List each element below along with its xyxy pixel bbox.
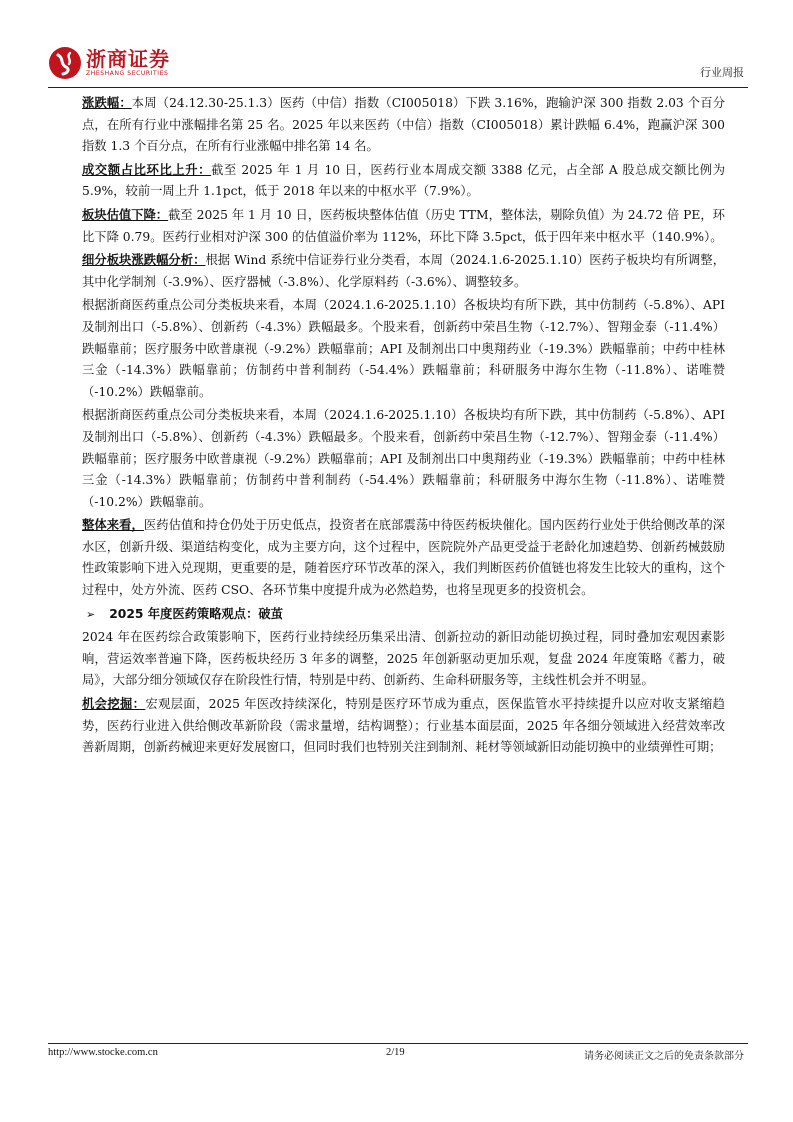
keyword-label: 机会挖掘：: [82, 697, 146, 712]
footer-divider: [48, 1043, 748, 1044]
arrow-bullet-icon: ➢: [86, 607, 96, 621]
keyword-label: 整体来看，: [82, 518, 144, 533]
subheading-text: 2025 年度医药策略观点：破茧: [109, 606, 283, 621]
paragraph-strategy: 2024 年在医药综合政策影响下，医药行业持续经历集采出清、创新拉动的新旧动能切换过程，同时叠加宏观因素影响，营运效率普遍下降，医药板块经历 3 年多的调整，2025 年创新驱动更加乐观，复盘 2024 年度策略《蓄力，破局》，大部分细分领域仅存在阶段性行情，特别是中药、创新药、生命科研服务等，主线性机会并不明显。: [82, 630, 725, 688]
header-divider: [48, 87, 748, 88]
report-body: [82, 93, 725, 761]
paragraph-text: 宏观层面，2025 年医改持续深化，特别是医疗环节成为重点，医保监管水平持续提升以应对收支紧缩趋势，医药行业进入供给侧改革新阶段（需求量增，结构调整）；行业基本面层面，2025 年各细分领域进入经营效率改善新周期，创新药械迎来更好发展窗口，但同时我们也特别关注到制剂、耗材等领域新旧动能切换中的业绩弹性可期；: [82, 697, 725, 755]
paragraph-text: 医药估值和持仓仍处于历史低点，投资者在底部震荡中待医药板块催化。国内医药行业处于供给侧改革的深水区，创新升级、渠道结构变化，成为主要方向，这个过程中，医院院外产品更受益于老龄化加速趋势、创新药械鼓励性政策影响下进入兑现期，更重要的是，随着医疗环节改革的深入，我们判断医药价值链也将发生比较大的重构，这个过程中，处方外流、医药 CSO、各环节集中度提升成为必然趋势，也将呈现更多的投资机会。: [82, 518, 725, 598]
report-type-label: 行业周报: [700, 66, 744, 79]
paragraph-overall: [82, 515, 725, 601]
paragraph-text: 截至 2025 年 1 月 10 日，医药行业本周成交额 3388 亿元，占全部 A 股总成交额比例为 5.9%，较前一周上升 1.1pct，低于 2018 年以来的中枢水平（7.9%）。: [82, 162, 725, 199]
keyword-label: 涨跌幅：: [82, 96, 132, 110]
paragraph-text: 根据浙商医药重点公司分类板块来看，本周（2024.1.6-2025.1.10）各板块均有所下跌，其中仿制药（-5.8%）、API 及制剂出口（-5.8%）、创新药（-4.3%）跌幅最多。个股来看，创新药中荣昌生物（-12.7%）、智翔金泰（-11.4%）跌幅靠前；医疗服务中欧普康视（-9.2%）跌幅靠前；API 及制剂出口中奥翔药业（-19.3%）跌幅靠前；中药中桂林三金（-14.3%）跌幅靠前；仿制药中普利制药（-54.4%）跌幅靠前；科研服务中海尔生物（-11.8%）、诺唯赞（-10.2%）跌幅靠前。: [82, 408, 725, 509]
keyword-label: 细分板块涨跌幅分析：: [82, 253, 206, 268]
zheshang-logo-icon: [48, 46, 82, 80]
paragraph-text: 本周（24.12.30-25.1.3）医药（中信）指数（CI005018）下跌 3.16%，跑输沪深 300 指数 2.03 个百分点，在所有行业中涨幅排名第 25 名。2025 年以来医药（中信）指数（CI005018）累计跌幅 6.4%，跑赢沪深 300 指数 1.3 个百分点，在所有行业涨幅中排名第 14 名。: [82, 96, 725, 154]
paragraph-key-companies: [82, 295, 725, 403]
paragraph-text: 根据 Wind 系统中信证券行业分类看，本周（2024.1.6-2025.1.10）医药子板块均有所调整，其中化学制剂（-3.9%）、医疗器械（-3.8%）、化学原料药（-3.6%）、调整较多。: [82, 253, 725, 289]
brand-logo: [48, 46, 170, 80]
section-subheading: [82, 604, 725, 626]
paragraph-text: 截至 2025 年 1 月 10 日，医药板块整体估值（历史 TTM，整体法，剔除负值）为 24.72 倍 PE，环比下降 0.79。医药行业相对沪深 300 的估值溢价率为 112%，环比下降 3.5pct，低于四年来中枢水平（140.9%）。: [82, 207, 725, 244]
page-number: 2/19: [386, 1047, 405, 1058]
paragraph-valuation: [82, 205, 725, 248]
brand-name-en: ZHESHANG SECURITIES: [86, 70, 169, 77]
disclaimer-note: 请务必阅读正文之后的免责条款部分: [584, 1051, 744, 1062]
paragraph-opportunity: [82, 694, 725, 759]
paragraph-price-change: [82, 93, 725, 158]
paragraph-turnover: [82, 160, 725, 203]
paragraph-sub-sector: [82, 250, 725, 293]
keyword-label: 板块估值下降：: [82, 207, 169, 222]
website-link[interactable]: http://www.stocke.com.cn: [48, 1047, 158, 1058]
paragraph-key-companies-repeat: [82, 405, 725, 513]
page-header: [48, 44, 748, 86]
brand-name-cn: 浙商证券: [86, 47, 170, 71]
keyword-label: 成交额占比环比上升：: [82, 162, 212, 177]
paragraph-text: 根据浙商医药重点公司分类板块来看，本周（2024.1.6-2025.1.10）各板块均有所下跌，其中仿制药（-5.8%）、API 及制剂出口（-5.8%）、创新药（-4.3%）跌幅最多。个股来看，创新药中荣昌生物（-12.7%）、智翔金泰（-11.4%）跌幅靠前；医疗服务中欧普康视（-9.2%）跌幅靠前；API 及制剂出口中奥翔药业（-19.3%）跌幅靠前；中药中桂林三金（-14.3%）跌幅靠前；仿制药中普利制药（-54.4%）跌幅靠前；科研服务中海尔生物（-11.8%）、诺唯赞（-10.2%）跌幅靠前。: [82, 298, 725, 399]
